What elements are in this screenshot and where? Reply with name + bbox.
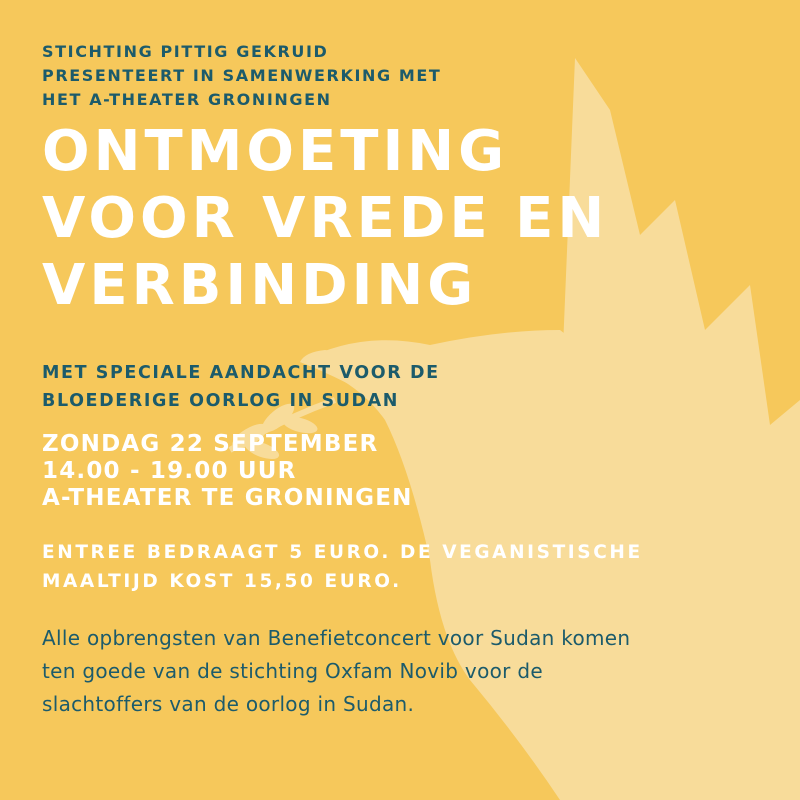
proceeds-line: slachtoffers van de oorlog in Sudan. — [42, 692, 415, 716]
presenter-line: HET A-THEATER GRONINGEN — [42, 90, 332, 109]
presenter-line: PRESENTEERT IN SAMENWERKING MET — [42, 66, 442, 85]
event-title — [42, 118, 782, 319]
price-line: MAALTIJD KOST 15,50 EURO. — [42, 571, 402, 592]
event-date: ZONDAG 22 SEPTEMBER — [42, 431, 379, 457]
proceeds-line: Alle opbrengsten van Benefietconcert voor Sudan komen — [42, 626, 631, 650]
poster-content — [42, 40, 782, 721]
date-time-location — [42, 431, 782, 512]
proceeds-line: ten goede van de stichting Oxfam Novib voor de — [42, 659, 543, 683]
attention-line: MET SPECIALE AANDACHT VOOR DE — [42, 363, 440, 383]
event-location: A-THEATER TE GRONINGEN — [42, 485, 413, 511]
event-time: 14.00 - 19.00 UUR — [42, 458, 297, 484]
title-line: ONTMOETING — [42, 119, 509, 184]
price-info — [42, 538, 782, 596]
title-line: VERBINDING — [42, 253, 478, 318]
proceeds-info — [42, 622, 782, 721]
special-attention-text — [42, 359, 782, 415]
price-line: ENTREE BEDRAAGT 5 EURO. DE VEGANISTISCHE — [42, 542, 643, 563]
title-line: VOOR VREDE EN — [42, 186, 609, 251]
presenter-line: STICHTING PITTIG GEKRUID — [42, 42, 329, 61]
attention-line: BLOEDERIGE OORLOG IN SUDAN — [42, 391, 400, 411]
presenter-text — [42, 40, 782, 112]
